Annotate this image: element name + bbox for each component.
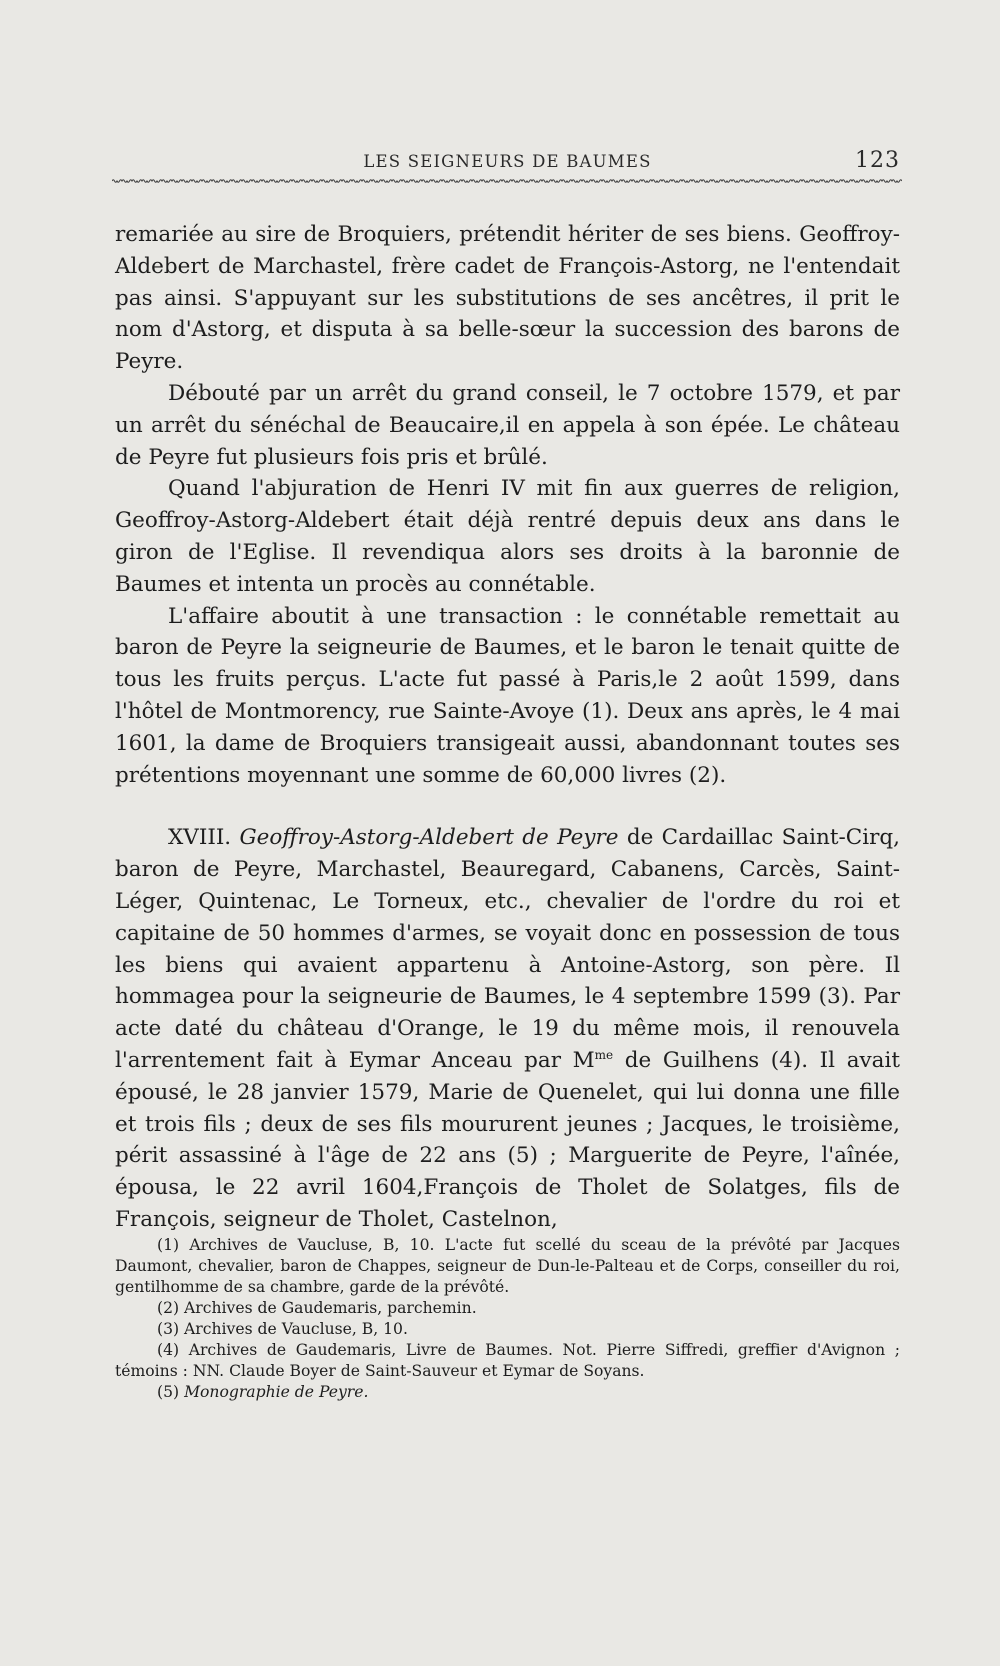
body-text xyxy=(115,219,900,1236)
footnote-5-title: Monographie de Peyre. xyxy=(184,1383,369,1401)
wavy-rule-graphic xyxy=(112,177,902,185)
paragraph-1: remariée au sire de Broquiers, prétendit hériter de ses biens. Geoffroy-Aldebert de Marchastel, frère cadet de François-Astorg, ne l'entendait pas ainsi. S'appuyant sur les substitutions de ses ancêtres, il prit le nom d'Astorg, et disputa à sa belle-sœur la succession des barons de Peyre. xyxy=(115,222,900,375)
running-title: LES SEIGNEURS DE BAUMES xyxy=(363,152,652,171)
page-header xyxy=(115,150,900,174)
paragraph-4: L'affaire aboutit à une transaction : le connétable remettait au baron de Peyre la seigneurie de Baumes, et le baron le tenait quitte de tous les fruits perçus. L'acte fut passé à Paris,le 2 août 1599, dans l'hôtel de Montmorency, rue Sainte-Avoye (1). Deux ans après, le 4 mai 1601, la dame de Broquiers transigeait aussi, abandonnant toutes ses prétentions moyennant une somme de 60,000 livres (2). xyxy=(115,603,900,788)
wavy-header-rule xyxy=(112,177,902,185)
paragraph-3: Quand l'abjuration de Henri IV mit fin aux guerres de religion, Geoffroy-Astorg-Aldebert était déjà rentré depuis deux ans dans le giron de l'Eglise. Il revendiqua alors ses droits à la baronnie de Baumes et intenta un procès au connétable. xyxy=(115,476,900,597)
person-name: Geoffroy-Astorg-Aldebert de Peyre xyxy=(239,825,619,851)
paragraph-genealogy-xviii xyxy=(115,822,900,1235)
footnote-3: (3) Archives de Vaucluse, B, 10. xyxy=(157,1320,408,1338)
footnote-2: (2) Archives de Gaudemaris, parchemin. xyxy=(157,1299,477,1317)
generation-numeral: XVIII. xyxy=(168,825,232,851)
paragraph-5-text-a: de Cardaillac Saint-Cirq, baron de Peyre, Marchastel, Beauregard, Cabanens, Carcès, Saint-Léger, Quintenac, Le Torneux, etc., chevalier de l'ordre du roi et capitaine de 50 hommes d'armes, se voyait donc en possession de tous les biens qui avaient appartenu à Antoine-Astorg, son père. Il hommagea pour la seigneurie de Baumes, le 4 septembre 1599 (3). Par acte daté du château d'Orange, le 19 du même mois, il renouvela l'arrentement fait à Eymar Anceau par M xyxy=(115,825,900,1073)
paragraph-5-text-b: de Guilhens (4). Il avait épousé, le 28 janvier 1579, Marie de Quenelet, qui lui donna une fille et trois fils ; deux de ses fils moururent jeunes ; Jacques, le troisième, périt assassiné à l'âge de 22 ans (5) ; Marguerite de Peyre, l'aînée, épousa, le 22 avril 1604,François de Tholet de Solatges, fils de François, seigneur de Tholet, Castelnon, xyxy=(115,1047,900,1232)
paragraph-2: Débouté par un arrêt du grand conseil, le 7 octobre 1579, et par un arrêt du sénéchal de Beaucaire,il en appela à son épée. Le château de Peyre fut plusieurs fois pris et brûlé. xyxy=(115,380,900,470)
page-number: 123 xyxy=(855,148,900,173)
footnote-1: (1) Archives de Vaucluse, B, 10. L'acte fut scellé du sceau de la prévôté par Jacques Daumont, chevalier, baron de Chappes, seigneur de Dun-le-Palteau et de Corps, conseiller du roi, gentilhomme de sa chambre, garde de la prévôté. xyxy=(115,1236,900,1296)
footnote-5-number: (5) xyxy=(157,1383,180,1401)
superscript-me: me xyxy=(594,1047,614,1062)
footnotes xyxy=(115,1235,900,1403)
footnote-4: (4) Archives de Gaudemaris, Livre de Baumes. Not. Pierre Siffredi, greffier d'Avignon ; témoins : NN. Claude Boyer de Saint-Sauveur et Eymar de Soyans. xyxy=(115,1341,900,1380)
footnote-5 xyxy=(115,1382,900,1403)
